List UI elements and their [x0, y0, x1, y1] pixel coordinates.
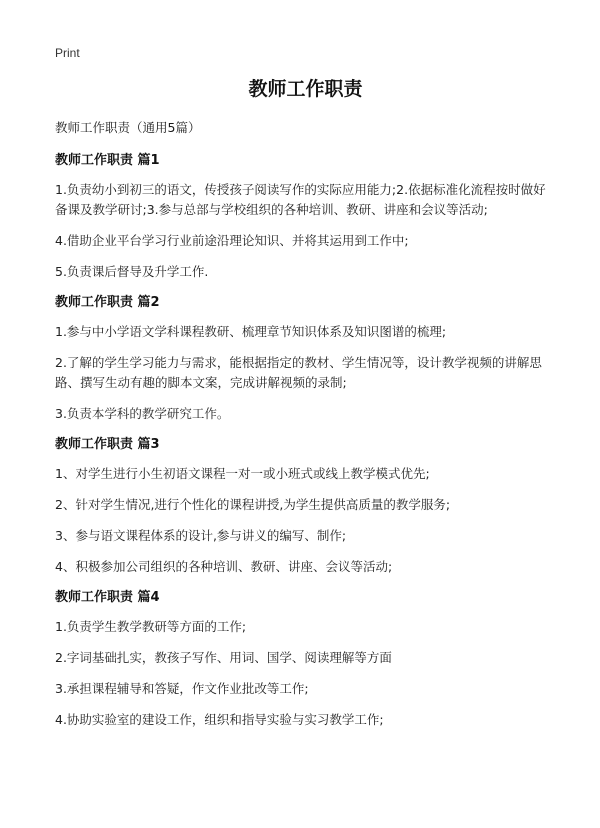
paragraph: 1.负责学生教学教研等方面的工作; — [55, 619, 247, 634]
paragraph: 2、针对学生情况,进行个性化的课程讲授,为学生提供高质量的教学服务; — [55, 497, 451, 512]
section-1 — [55, 151, 556, 282]
paragraph: 3.负责本学科的教学研究工作。 — [55, 406, 230, 421]
section-2 — [55, 293, 556, 424]
section-heading: 教师工作职责 篇1 — [55, 153, 160, 168]
document-subtitle: 教师工作职责（通用5篇） — [55, 120, 201, 135]
paragraph: 3、参与语文课程体系的设计,参与讲义的编写、制作; — [55, 528, 347, 543]
document-title: 教师工作职责 — [248, 78, 363, 100]
section-4 — [55, 588, 556, 730]
paragraph: 1、对学生进行小生初语文课程一对一或小班式或线上教学模式优先; — [55, 466, 430, 481]
section-3 — [55, 435, 556, 577]
paragraph: 1.负责幼小到初三的语文，传授孩子阅读写作的实际应用能力;2.依据标准化流程按时做好备课及教学研讨;3.参与总部与学校组织的各种培训、教研、讲座和会议等活动; — [55, 182, 546, 217]
section-heading: 教师工作职责 篇2 — [55, 295, 160, 310]
paragraph: 3.承担课程辅导和答疑，作文作业批改等工作; — [55, 681, 309, 696]
section-heading: 教师工作职责 篇4 — [55, 590, 160, 605]
section-heading: 教师工作职责 篇3 — [55, 437, 160, 452]
paragraph: 4.借助企业平台学习行业前途沿理论知识、并将其运用到工作中; — [55, 233, 409, 248]
paragraph: 1.参与中小学语文学科课程教研、梳理章节知识体系及知识图谱的梳理; — [55, 324, 447, 339]
print-label: Print — [55, 46, 80, 60]
paragraph: 2.字词基础扎实，教孩子写作、用词、国学、阅读理解等方面 — [55, 650, 392, 665]
paragraph: 4、积极参加公司组织的各种培训、教研、讲座、会议等活动; — [55, 559, 393, 574]
paragraph: 5.负责课后督导及升学工作. — [55, 264, 209, 279]
paragraph: 4.协助实验室的建设工作，组织和指导实验与实习教学工作; — [55, 712, 384, 727]
paragraph: 2.了解的学生学习能力与需求，能根据指定的教材、学生情况等，设计教学视频的讲解思路、撰写生动有趣的脚本文案，完成讲解视频的录制; — [55, 355, 542, 390]
